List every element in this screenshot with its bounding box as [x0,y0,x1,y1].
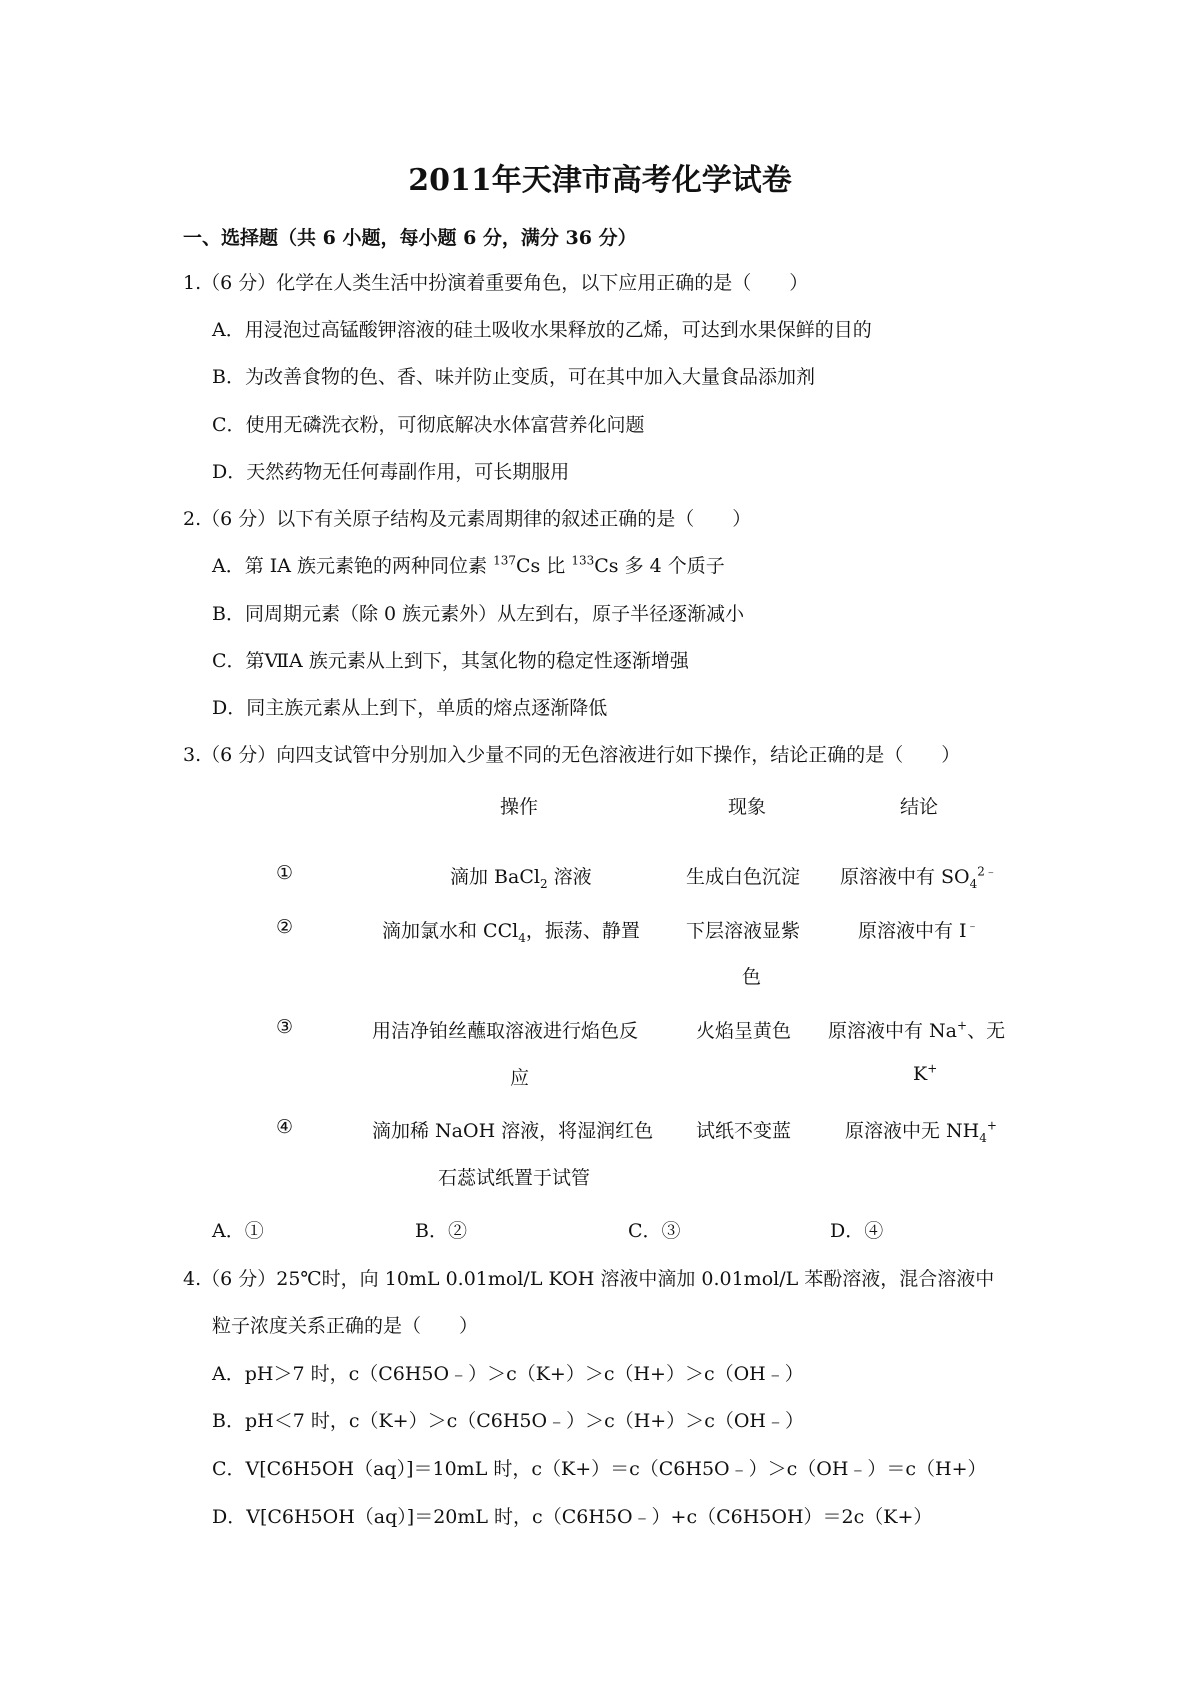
q1-option-a: A．用浸泡过高锰酸钾溶液的硅土吸收水果释放的乙烯，可达到水果保鲜的目的 [212,319,872,341]
q3-row-op-sub: 4 [518,930,526,945]
q3-row-con-text: 原溶液中有 SO [840,866,970,888]
q3-row-op-text: 滴加 BaCl [450,866,540,888]
q3-row-con-sup2: + [927,1061,938,1076]
q3-row-con-text-end: 、无 [967,1020,1006,1042]
q3-row-conclusion [858,916,979,943]
q4-option-b: B．pH＜7 时，c（K+）＞c（C6H5O﹣）＞c（H+）＞c（OH﹣） [212,1410,804,1432]
q3-row-con-sub: 4 [969,876,978,891]
q3-row-con-text: 原溶液中有 Na [828,1020,957,1042]
q2-a-text: A．第 IA 族元素铯的两种同位素 [212,555,494,577]
q3-row-con-sup: 2﹣ [977,864,997,879]
section-heading: 一、选择题（共 6 小题，每小题 6 分，满分 36 分） [183,227,637,249]
q3-row-op-text-end: 溶液 [547,866,592,888]
q1-option-c: C．使用无磷洗衣粉，可彻底解决水体富营养化问题 [212,414,645,436]
q3-row-con-text2: K [913,1063,928,1085]
q1-stem: 1.（6 分）化学在人类生活中扮演着重要角色，以下应用正确的是（ ） [183,272,809,294]
q3-row-number: ④ [276,1116,294,1138]
q3-row-conclusion-cont [913,1063,937,1085]
q3-row-operation: 滴加稀 NaOH 溶液，将湿润红色 [372,1120,654,1142]
q2-stem: 2.（6 分）以下有关原子结构及元素周期律的叙述正确的是（ ） [183,508,752,530]
q1-option-d: D．天然药物无任何毒副作用，可长期服用 [212,461,570,483]
q3-row-con-sup: + [986,1118,997,1133]
q3-row-con-sup: ﹣ [966,918,979,933]
q3-option-c: C．③ [628,1220,681,1242]
q3-option-b: B．② [415,1220,467,1242]
q2-option-b: B．同周期元素（除 0 族元素外）从左到右，原子半径逐渐减小 [212,603,745,625]
q2-a-mass1: 137 [493,553,516,568]
q4-stem-cont: 粒子浓度关系正确的是（ ） [212,1315,479,1337]
q3-row-conclusion [845,1116,997,1143]
page-title: 2011年天津市高考化学试卷 [408,163,792,198]
q3-row-phenomenon: 试纸不变蓝 [696,1120,792,1142]
q2-option-a [212,551,725,578]
q3-row-number: ② [276,916,294,938]
q3-header-conclusion: 结论 [900,796,939,818]
q4-option-a: A．pH＞7 时，c（C6H5O﹣）＞c（K+）＞c（H+）＞c（OH﹣） [212,1363,804,1385]
q3-option-a: A．① [212,1220,264,1242]
q3-row-operation-cont: 石蕊试纸置于试管 [438,1167,591,1189]
q3-row-conclusion [828,1016,1005,1043]
q4-option-c: C．V[C6H5OH（aq）]＝10mL 时，c（K+）＝c（C6H5O﹣）＞c（OH﹣）＝c（H+） [212,1458,987,1480]
q3-row-con-text: 原溶液中有 I [858,920,967,942]
q3-row-operation-cont: 应 [510,1067,530,1089]
q3-row-phenomenon: 生成白色沉淀 [686,866,801,888]
q3-row-number: ③ [276,1016,294,1038]
q2-a-mass2: 133 [571,553,595,568]
q3-row-phenomenon: 下层溶液显紫 [686,920,801,942]
q2-option-d: D．同主族元素从上到下，单质的熔点逐渐降低 [212,697,608,719]
q3-row-con-sup: + [957,1018,968,1033]
q3-row-operation: 用洁净铂丝蘸取溶液进行焰色反 [372,1020,639,1042]
q1-option-b: B．为改善食物的色、香、味并防止变质，可在其中加入大量食品添加剂 [212,366,815,388]
q3-row-phenomenon: 火焰呈黄色 [696,1020,792,1042]
q3-row-operation [450,862,592,889]
q4-option-d: D．V[C6H5OH（aq）]＝20mL 时，c（C6H5O﹣）+c（C6H5OH）＝2c（K+） [212,1506,933,1528]
q3-stem: 3.（6 分）向四支试管中分别加入少量不同的无色溶液进行如下操作，结论正确的是（ ） [183,744,961,766]
q3-option-d: D．④ [830,1220,884,1242]
q3-row-number: ① [276,862,294,884]
q3-row-op-text-end: ，振荡、静置 [525,920,640,942]
q3-row-operation [382,916,640,943]
q3-row-con-sub: 4 [979,1130,987,1145]
q3-row-con-text: 原溶液中无 NH [845,1120,980,1142]
q3-header-operation: 操作 [500,796,539,818]
q4-stem: 4.（6 分）25℃时，向 10mL 0.01mol/L KOH 溶液中滴加 0.01mol/L 苯酚溶液，混合溶液中 [183,1268,995,1290]
q3-row-phenomenon-cont: 色 [742,966,762,988]
q2-option-c: C．第ⅦA 族元素从上到下，其氢化物的稳定性逐渐增强 [212,650,689,672]
q3-header-phenomenon: 现象 [728,796,767,818]
q2-a-text-mid: Cs 比 [515,555,572,577]
q3-row-op-text: 滴加氯水和 CCl [382,920,519,942]
q2-a-text-end: Cs 多 4 个质子 [594,555,725,577]
q3-row-conclusion [840,862,997,889]
q3-row-op-sub: 2 [539,876,548,891]
